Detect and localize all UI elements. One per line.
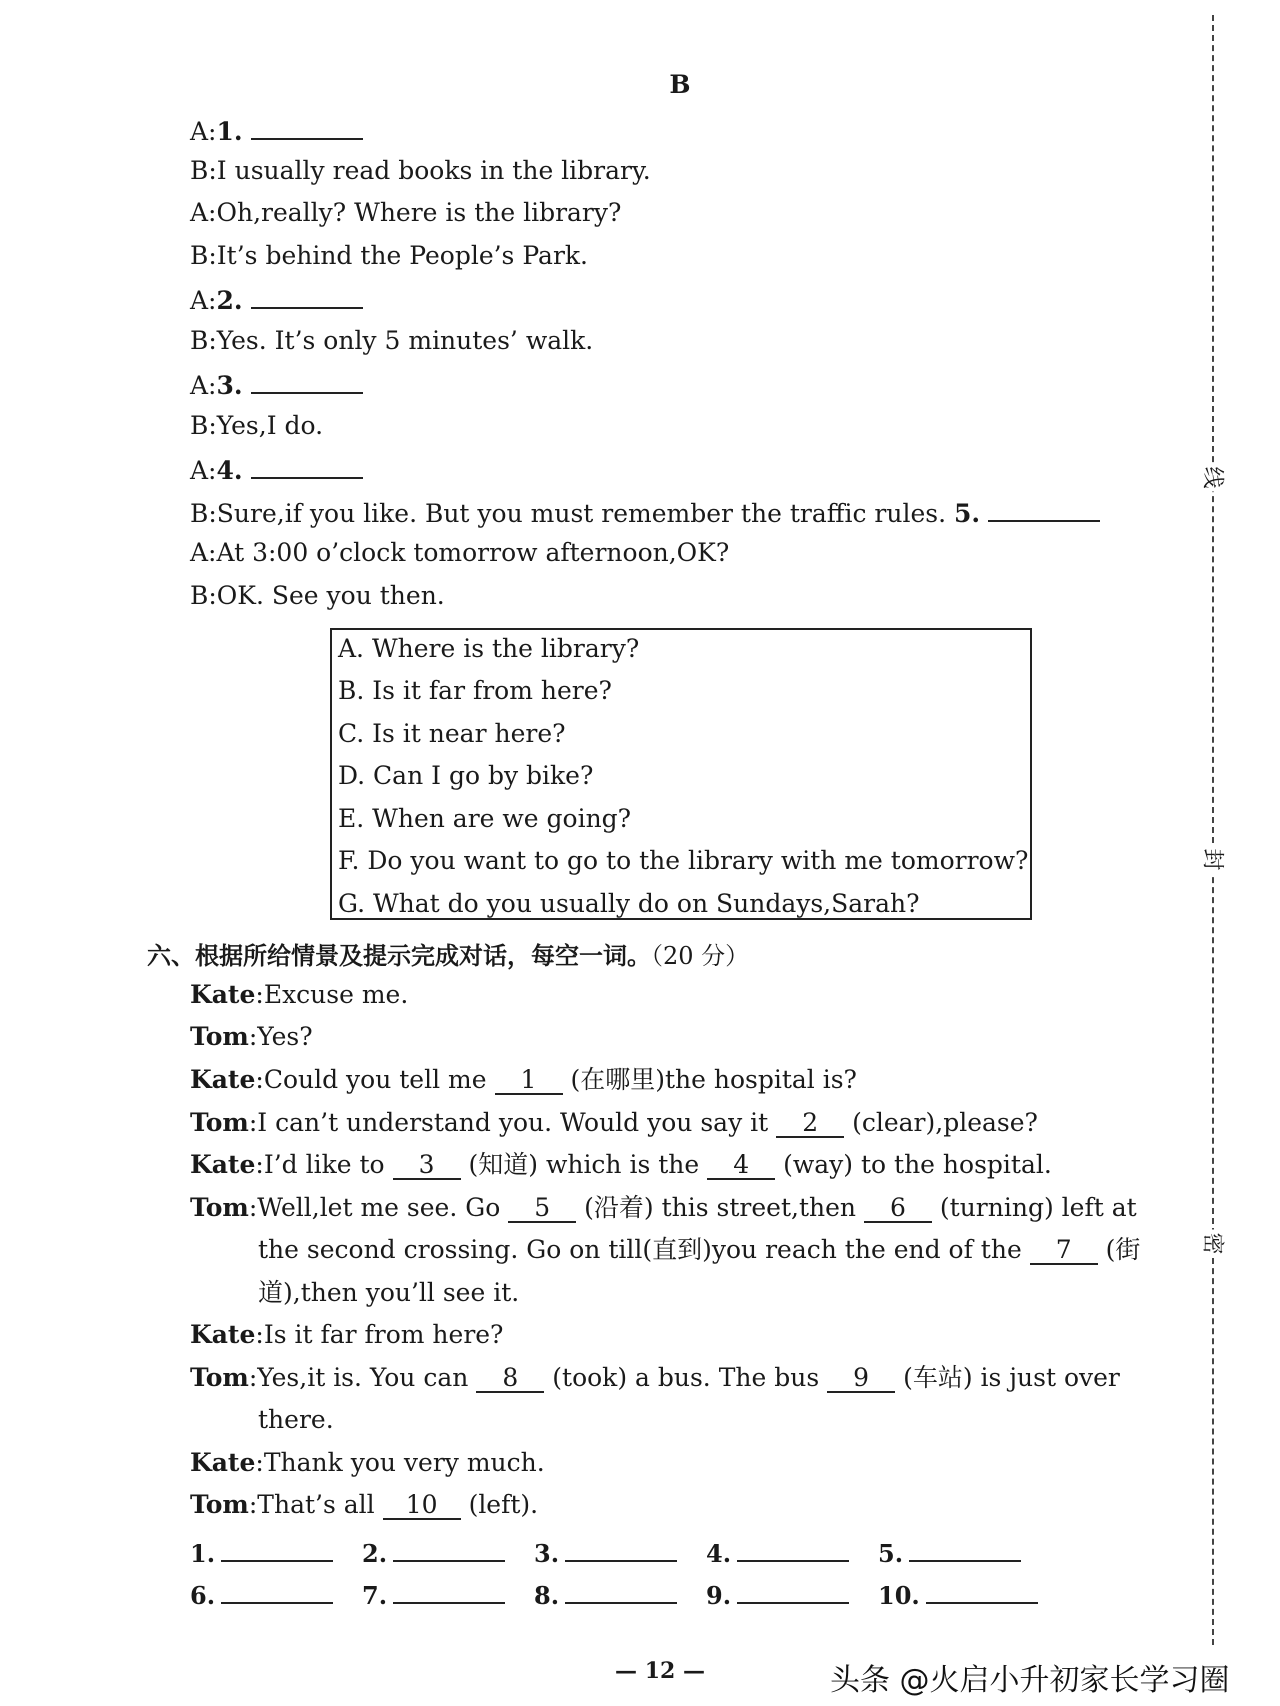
dialogue-line-2: B:I usually read books in the library.	[190, 156, 651, 185]
gap-9: 9	[827, 1365, 895, 1393]
dialogue-line-12: B:OK. See you then.	[190, 581, 445, 610]
answer-line-7[interactable]	[393, 1576, 505, 1604]
gap-5: 5	[508, 1195, 576, 1223]
answer-item-4: 4.	[706, 1534, 849, 1568]
dialogue-line-8: B:Yes,I do.	[190, 411, 324, 440]
conversation-line: Tom:Yes,it is. You can 8 (took) a bus. The bus 9 (车站) is just over	[190, 1363, 1120, 1392]
gap-3: 3	[393, 1152, 461, 1180]
dialogue-line-9: A:4.	[190, 453, 363, 486]
option-d: D. Can I go by bike?	[338, 761, 594, 790]
answer-line-8[interactable]	[565, 1576, 677, 1604]
dialogue-line-4: B:It’s behind the People’s Park.	[190, 241, 588, 270]
answer-blank-3[interactable]	[251, 368, 363, 394]
answer-blank-4[interactable]	[251, 453, 363, 479]
option-a: A. Where is the library?	[338, 634, 640, 663]
answer-item-8: 8.	[534, 1576, 677, 1610]
gap-8: 8	[476, 1365, 544, 1393]
gap-7: 7	[1030, 1237, 1098, 1265]
dialogue-line-5: A:2.	[190, 283, 363, 316]
answer-line-9[interactable]	[737, 1576, 849, 1604]
watermark: 头条 @火启小升初家长学习圈	[830, 1663, 1230, 1698]
answer-blank-2[interactable]	[251, 283, 363, 309]
conversation-line: Kate:I’d like to 3 (知道) which is the 4 (way) to the hospital.	[190, 1150, 1052, 1179]
option-e: E. When are we going?	[338, 804, 632, 833]
conversation-line: Kate:Is it far from here?	[190, 1320, 504, 1349]
conversation-line: there.	[258, 1405, 334, 1434]
answer-item-6: 6.	[190, 1576, 333, 1610]
answer-item-3: 3.	[534, 1534, 677, 1568]
answer-line-4[interactable]	[737, 1534, 849, 1562]
binding-margin-line	[1212, 15, 1214, 1645]
conversation-line: Tom:That’s all 10 (left).	[190, 1490, 539, 1519]
answer-line-10[interactable]	[926, 1576, 1038, 1604]
dialogue-line-11: A:At 3:00 o’clock tomorrow afternoon,OK?	[190, 538, 730, 567]
options-box	[330, 628, 1032, 920]
margin-mark-line: 线	[1199, 464, 1230, 492]
answer-line-2[interactable]	[393, 1534, 505, 1562]
answer-item-10: 10.	[878, 1576, 1038, 1610]
option-b: B. Is it far from here?	[338, 676, 612, 705]
conversation-line: Kate:Thank you very much.	[190, 1448, 545, 1477]
gap-6: 6	[864, 1195, 932, 1223]
gap-1: 1	[495, 1067, 563, 1095]
answer-line-5[interactable]	[909, 1534, 1021, 1562]
answer-item-9: 9.	[706, 1576, 849, 1610]
answer-blank-5[interactable]	[988, 496, 1100, 522]
page-number: — 12 —	[615, 1658, 705, 1684]
answer-item-5: 5.	[878, 1534, 1021, 1568]
answer-line-1[interactable]	[221, 1534, 333, 1562]
dialogue-line-10: B:Sure,if you like. But you must remember the traffic rules. 5.	[190, 496, 1100, 529]
dialogue-line-7: A:3.	[190, 368, 363, 401]
answer-item-2: 2.	[362, 1534, 505, 1568]
option-g: G. What do you usually do on Sundays,Sarah?	[338, 889, 920, 918]
answer-line-6[interactable]	[221, 1576, 333, 1604]
section-b-heading: B	[669, 70, 691, 99]
section-6-title: 六、根据所给情景及提示完成对话，每空一词。（20 分）	[147, 941, 750, 970]
conversation-line: Tom:I can’t understand you. Would you say it 2 (clear),please?	[190, 1108, 1038, 1137]
answer-line-3[interactable]	[565, 1534, 677, 1562]
gap-2: 2	[776, 1110, 844, 1138]
dialogue-line-6: B:Yes. It’s only 5 minutes’ walk.	[190, 326, 594, 355]
conversation-line: Tom:Yes?	[190, 1022, 313, 1051]
conversation-line: 道),then you’ll see it.	[258, 1278, 520, 1307]
conversation-line: Tom:Well,let me see. Go 5 (沿着) this street,then 6 (turning) left at	[190, 1193, 1137, 1222]
conversation-line: Kate:Excuse me.	[190, 980, 409, 1009]
gap-4: 4	[707, 1152, 775, 1180]
conversation-line: Kate:Could you tell me 1 (在哪里)the hospital is?	[190, 1065, 857, 1094]
margin-mark-secret: 密	[1199, 1230, 1230, 1258]
dialogue-line-3: A:Oh,really? Where is the library?	[190, 198, 622, 227]
answer-item-7: 7.	[362, 1576, 505, 1610]
gap-10: 10	[383, 1492, 461, 1520]
margin-mark-seal: 封	[1199, 846, 1230, 874]
conversation-line: the second crossing. Go on till(直到)you reach the end of the 7 (街	[258, 1235, 1141, 1264]
option-f: F. Do you want to go to the library with me tomorrow?	[338, 846, 1029, 875]
answer-blank-1[interactable]	[251, 114, 363, 140]
option-c: C. Is it near here?	[338, 719, 566, 748]
dialogue-line-1: A:1.	[190, 114, 363, 147]
answer-item-1: 1.	[190, 1534, 333, 1568]
